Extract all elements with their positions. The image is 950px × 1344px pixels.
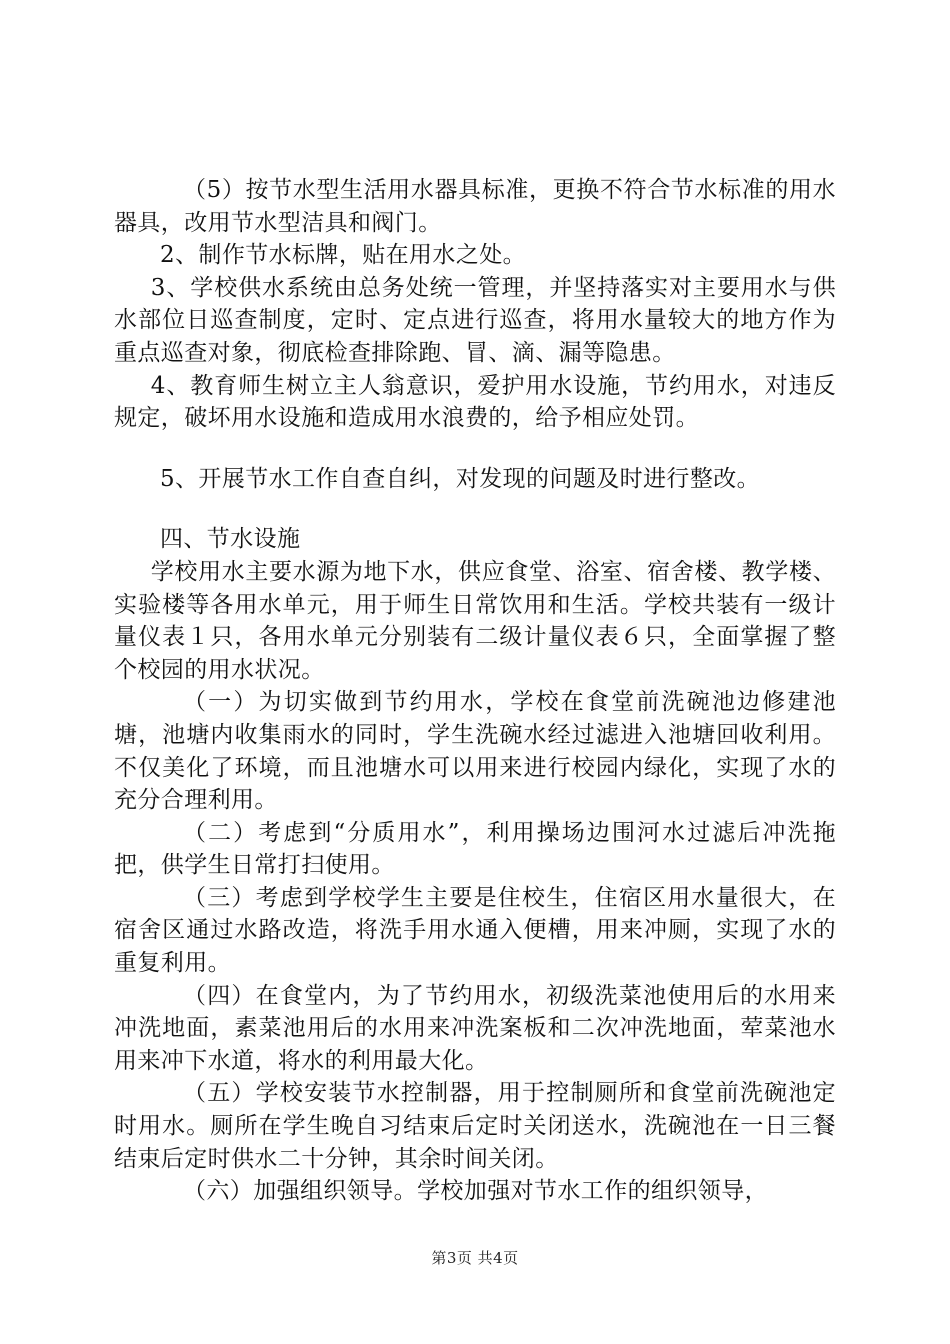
paragraph-item-3: （三）考虑到学校学生主要是住校生，住宿区用水量很大，在宿舍区通过水路改造，将洗手用水通入便槽，用来冲厕，实现了水的重复利用。 [114,884,836,977]
paragraph-water-source: 学校用水主要水源为地下水，供应食堂、浴室、宿舍楼、教学楼、实验楼等各用水单元，用于师生日常饮用和生活。学校共装有一级计量仪表１只，各用水单元分别装有二级计量仪表６只，全面掌握了整个校园的用水状况。 [114,558,836,683]
paragraph-item-2: （二）考虑到“分质用水”，利用操场边围河水过滤后冲洗拖把，供学生日常打扫使用。 [114,819,836,879]
paragraph-signage: 2、制作节水标牌，贴在用水之处。 [160,242,527,269]
paragraph-item-1: （一）为切实做到节约用水，学校在食堂前洗碗池边修建池塘，池塘内收集雨水的同时，学生洗碗水经过滤进入池塘回收利用。不仅美化了环境，而且池塘水可以用来进行校园内绿化，实现了水的充分合理利用。 [114,689,836,814]
paragraph-replace-fixtures: （5）按节水型生活用水器具标准，更换不符合节水标准的用水器具，改用节水型洁具和阀门。 [114,177,836,236]
paragraph-item-6: （六）加强组织领导。学校加强对节水工作的组织领导， [183,1178,768,1205]
page-footer: 第3页 共4页 [431,1249,519,1267]
paragraph-item-5: （五）学校安装节水控制器，用于控制厕所和食堂前洗碗池定时用水。厕所在学生晚自习结束后定时关闭送水，洗碗池在一日三餐结束后定时供水二十分钟，其余时间关闭。 [114,1080,836,1172]
paragraph-item-4: （四）在食堂内，为了节约用水，初级洗菜池使用后的水用来冲洗地面，素菜池用后的水用来冲洗案板和二次冲洗地面，荤菜池水用来冲下水道，将水的利用最大化。 [114,982,836,1074]
paragraph-supply-management: 3、学校供水系统由总务处统一管理，并坚持落实对主要用水与供水部位日巡查制度，定时、定点进行巡查，将用水量较大的地方作为重点巡查对象，彻底检查排除跑、冒、滴、漏等隐患。 [114,274,836,366]
document-body [114,174,836,1208]
section-heading-facilities: 四、节水设施 [160,526,301,553]
paragraph-education: 4、教育师生树立主人翁意识，爱护用水设施，节约用水，对违反规定，破坏用水设施和造成用水浪费的，给予相应处罚。 [114,372,836,432]
paragraph-self-inspection: 5、开展节水工作自查自纠，对发现的问题及时进行整改。 [160,465,761,492]
